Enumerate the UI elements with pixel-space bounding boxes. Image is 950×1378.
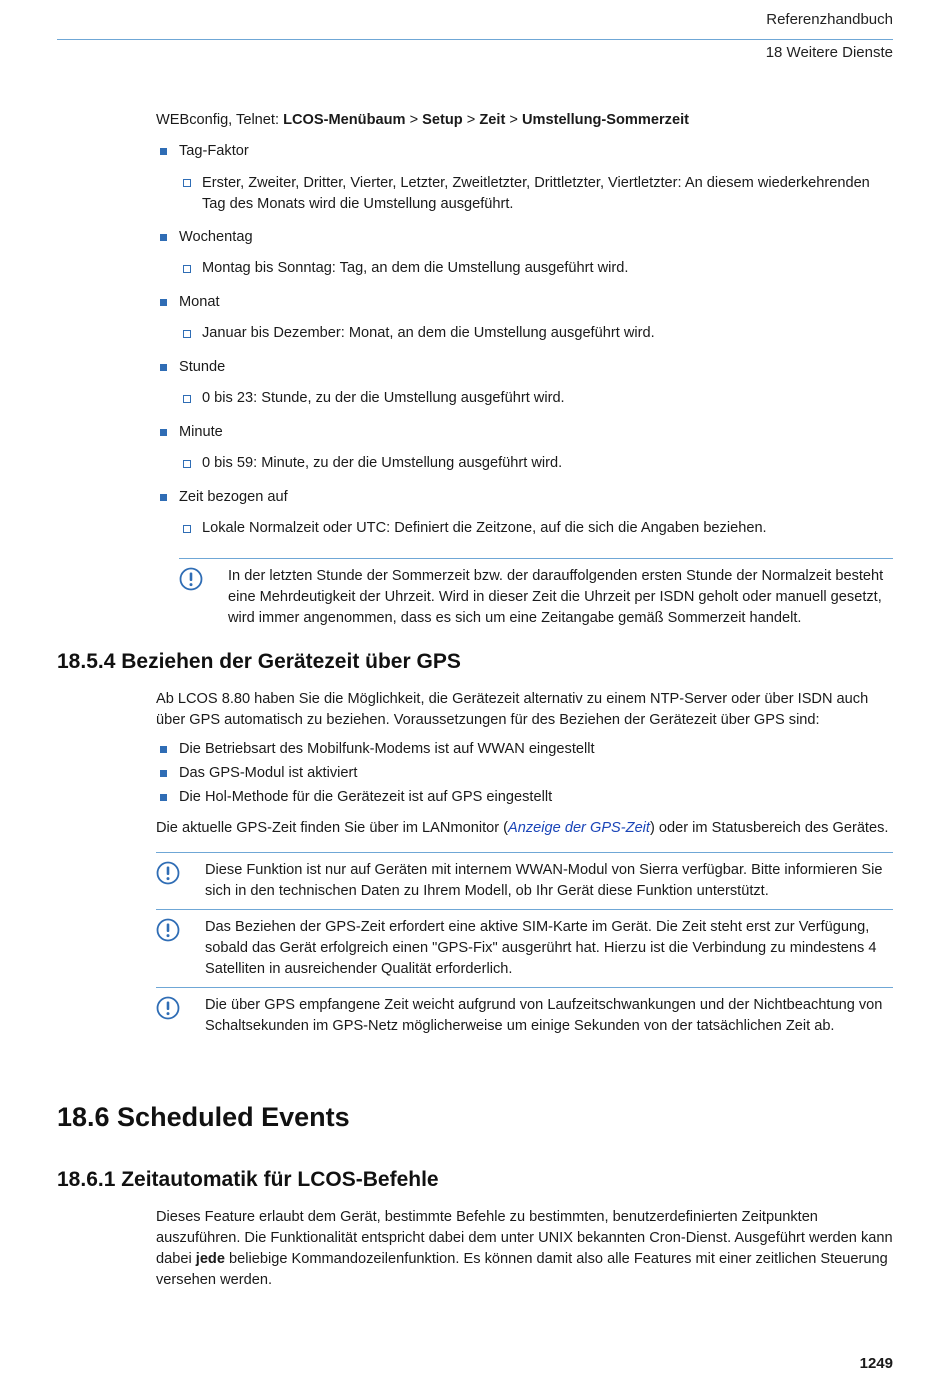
sub-bullet-icon	[183, 525, 191, 533]
param-description: Erster, Zweiter, Dritter, Vierter, Letzter, Zweitletzter, Drittletzter, Viertletzter: An diesem wiederkehrenden Tag des Monats wird die Umstellung ausgeführt.	[202, 175, 870, 212]
bullet-icon	[160, 746, 167, 753]
note-text: Die über GPS empfangene Zeit weicht aufgrund von Laufzeitschwankungen und der Nichtbeachtung von Schaltsekunden im GPS-Netz möglicherweise um einige Sekunden von der tatsächlichen Zeit ab.	[205, 997, 883, 1034]
menu-path-seg2: Setup	[422, 112, 463, 128]
bullet-icon	[160, 429, 167, 436]
running-header-chapter: 18 Weitere Dienste	[765, 44, 893, 61]
menu-path-seg4: Umstellung-Sommerzeit	[521, 112, 689, 128]
param-label: Monat	[179, 294, 220, 310]
paragraph-text: beliebige Kommandozeilenfunktion. Es können damit also alle Features mit einer zeitlichen Steuerung versehen werden.	[156, 1251, 888, 1288]
section-heading: 18.5.4 Beziehen der Gerätezeit über GPS	[57, 650, 461, 673]
bullet-icon	[160, 299, 167, 306]
running-header-title: Referenzhandbuch	[766, 11, 893, 28]
menu-path-sep: >	[462, 112, 480, 128]
note-rule	[179, 558, 893, 559]
warning-icon	[156, 996, 180, 1020]
section-intro: Ab LCOS 8.80 haben Sie die Möglichkeit, die Gerätezeit alternativ zu einem NTP-Server oder über ISDN auch über GPS automatisch zu beziehen. Voraussetzungen für des Beziehen der Gerätezeit über GPS sind:	[156, 691, 869, 728]
list-item: Das GPS-Modul ist aktiviert	[179, 765, 358, 781]
emphasis-text: jede	[195, 1251, 225, 1267]
menu-path	[156, 110, 689, 131]
sub-bullet-icon	[183, 330, 191, 338]
section-heading: 18.6.1 Zeitautomatik für LCOS-Befehle	[57, 1168, 439, 1191]
sub-bullet-icon	[183, 265, 191, 273]
note-text: Diese Funktion ist nur auf Geräten mit internem WWAN-Modul von Sierra verfügbar. Bitte informieren Sie sich in den technischen Daten zu Ihrem Modell, ob Ihr Gerät diese Funktion unterstützt.	[205, 862, 883, 899]
warning-icon	[156, 861, 180, 885]
list-item: Die Betriebsart des Mobilfunk-Modems ist auf WWAN eingestellt	[179, 741, 595, 757]
param-label: Minute	[179, 424, 223, 440]
note-rule	[156, 852, 893, 853]
param-description: Januar bis Dezember: Monat, an dem die Umstellung ausgeführt wird.	[202, 325, 655, 341]
list-item: Die Hol-Methode für die Gerätezeit ist auf GPS eingestellt	[179, 789, 553, 805]
bullet-icon	[160, 234, 167, 241]
param-label: Stunde	[179, 359, 226, 375]
param-description: 0 bis 23: Stunde, zu der die Umstellung ausgeführt wird.	[202, 390, 565, 406]
menu-path-seg1: LCOS-Menübaum	[283, 112, 406, 128]
param-label: Zeit bezogen auf	[179, 489, 288, 505]
paragraph-text: Die aktuelle GPS-Zeit finden Sie über im LANmonitor (	[156, 820, 509, 836]
note-rule	[156, 987, 893, 988]
param-label: Wochentag	[179, 229, 253, 245]
gps-time-link[interactable]: Anzeige der GPS-Zeit	[508, 820, 650, 836]
sub-bullet-icon	[183, 179, 191, 187]
sub-bullet-icon	[183, 460, 191, 468]
sub-bullet-icon	[183, 395, 191, 403]
param-description: 0 bis 59: Minute, zu der die Umstellung ausgeführt wird.	[202, 455, 563, 471]
warning-icon	[156, 918, 180, 942]
section-paragraph	[156, 1207, 896, 1291]
paragraph-text: ) oder im Statusbereich des Gerätes.	[649, 820, 889, 836]
param-description: Lokale Normalzeit oder UTC: Definiert die Zeitzone, auf die sich die Angaben beziehen.	[202, 520, 767, 536]
note-rule	[156, 909, 893, 910]
page-number: 1249	[859, 1355, 893, 1372]
warning-icon	[179, 567, 203, 591]
bullet-icon	[160, 364, 167, 371]
menu-path-seg3: Zeit	[479, 112, 506, 128]
param-description: Montag bis Sonntag: Tag, an dem die Umstellung ausgeführt wird.	[202, 260, 629, 276]
param-label: Tag-Faktor	[179, 143, 249, 159]
note-text: Das Beziehen der GPS-Zeit erfordert eine aktive SIM-Karte im Gerät. Die Zeit steht erst zur Verfügung, sobald das Gerät erfolgreich einen "GPS-Fix" ausgerührt hat. Hierzu ist die Verbindung zu mindestens 4 Satelliten in ausreichender Qualität erforderlich.	[205, 919, 877, 977]
menu-path-prefix: WEBconfig, Telnet:	[156, 112, 284, 128]
menu-path-sep: >	[405, 112, 423, 128]
menu-path-sep: >	[505, 112, 522, 128]
bullet-icon	[160, 770, 167, 777]
note-text: In der letzten Stunde der Sommerzeit bzw. der darauffolgenden ersten Stunde der Normalzeit besteht eine Mehrdeutigkeit der Uhrzeit. Wird in dieser Zeit die Uhrzeit per ISDN geholt oder manuell gesetzt, wird immer angenommen, dass es sich um eine Zeitangabe gemäß Sommerzeit handelt.	[228, 568, 884, 626]
gps-time-paragraph	[156, 818, 888, 839]
bullet-icon	[160, 794, 167, 801]
header-rule	[57, 39, 893, 40]
chapter-heading: 18.6 Scheduled Events	[57, 1102, 350, 1132]
paragraph-text: Dieses Feature erlaubt dem Gerät, bestimmte Befehle zu bestimmten, benutzerdefinierten Zeitpunkten auszuführen. Die Funktionalität entspricht dabei dem unter UNIX bekannten Cron-Dienst. Ausgeführt werden kann dabei	[156, 1209, 893, 1267]
bullet-icon	[160, 148, 167, 155]
bullet-icon	[160, 494, 167, 501]
